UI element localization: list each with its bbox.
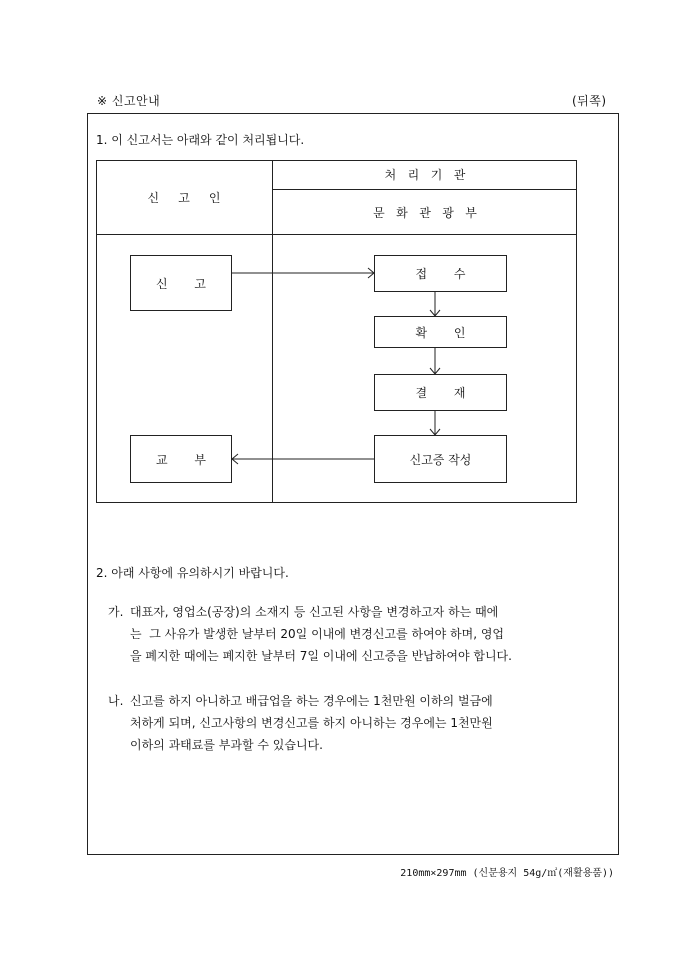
item-na-text bbox=[130, 690, 590, 756]
item-na-label: 나. bbox=[108, 694, 124, 708]
col-header-ministry: 문 화 관 광 부 bbox=[373, 205, 477, 220]
flow-step-confirm: 확 인 bbox=[374, 316, 507, 348]
flow-box-report: 신 고 bbox=[130, 255, 232, 311]
paper-spec-footer: 210mm×297mm (신문용지 54g/㎡(재활용품)) bbox=[400, 868, 614, 879]
flowchart-header-bottom bbox=[96, 234, 577, 235]
item-na-line: 신고를 하지 아니하고 배급업을 하는 경우에는 1천만원 이하의 벌금에 bbox=[130, 694, 493, 708]
section2-title: 2. 아래 사항에 유의하시기 바랍니다. bbox=[96, 566, 289, 580]
col-header-agency: 처 리 기 관 bbox=[384, 168, 466, 182]
page-side-label: (뒤쪽) bbox=[572, 94, 607, 108]
section1-title: 1. 이 신고서는 아래와 같이 처리됩니다. bbox=[96, 133, 305, 147]
item-ga-line: 을 폐지한 때에는 폐지한 날부터 7일 이내에 신고증을 반납하여야 합니다. bbox=[130, 649, 512, 663]
flow-step-approval: 결 재 bbox=[374, 374, 507, 411]
notice-title: ※ 신고안내 bbox=[97, 94, 161, 108]
item-ga-line: 는 그 사유가 발생한 날부터 20일 이내에 변경신고를 하여야 하며, 영업 bbox=[130, 627, 505, 641]
item-na-line: 처하게 되며, 신고사항의 변경신고를 하지 아니하는 경우에는 1천만원 bbox=[130, 716, 493, 730]
flow-step-issue: 신고증 작성 bbox=[374, 435, 507, 483]
item-na-line: 이하의 과태료를 부과할 수 있습니다. bbox=[130, 738, 323, 752]
col-header-applicant: 신 고 인 bbox=[147, 190, 221, 205]
item-ga-label: 가. bbox=[108, 605, 124, 619]
flow-step-receipt: 접 수 bbox=[374, 255, 507, 292]
item-ga-line: 대표자, 영업소(공장)의 소재지 등 신고된 사항을 변경하고자 하는 때에 bbox=[130, 605, 499, 619]
flow-box-deliver: 교 부 bbox=[130, 435, 232, 483]
item-ga-text bbox=[130, 601, 590, 667]
